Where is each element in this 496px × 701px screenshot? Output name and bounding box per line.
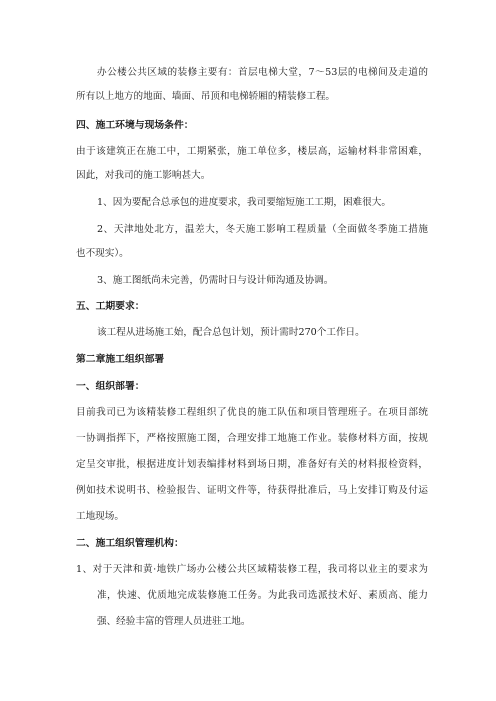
paragraph-scope-line-2: 所有以上地方的地面、墙面、吊顶和电梯轿厢的精装修工程。 <box>76 91 336 102</box>
condition-item-3: 3、施工图纸尚未完善，仍需时日与设计师沟通及协调。 <box>97 275 334 286</box>
paragraph-org-line-1: 目前我司已为该精装修工程组织了优良的施工队伍和项目管理班子。在项目部统 <box>76 407 428 418</box>
paragraph-scope-line-1: 办公楼公共区域的装修主要有：首层电梯大堂，7～53层的电梯间及走道的 <box>97 67 428 78</box>
section-heading-5: 五、工期要求： <box>76 301 145 312</box>
paragraph-org-line-5: 工地现场。 <box>76 511 124 522</box>
paragraph-mgmt-line-3: 强、经验丰富的管理人员进驻工地。 <box>97 616 251 627</box>
condition-item-1: 1、因为要配合总承包的进度要求，我司要缩短施工工期，困难很大。 <box>97 197 391 208</box>
paragraph-mgmt-line-2: 准，快速、优质地完成装修施工任务。为此我司选派技术好、素质高、能力 <box>97 590 428 601</box>
paragraph-mgmt-line-1: 1、对于天津和黄·地铁广场办公楼公共区域精装修工程，我司将以业主的要求为 <box>76 564 428 575</box>
paragraph-org-line-2: 一协调指挥下，严格按照施工图，合理安排工地施工作业。装修材料方面，按规 <box>76 433 428 444</box>
section-heading-4: 四、施工环境与现场条件： <box>76 120 194 131</box>
condition-item-2-line-1: 2、天津地处北方，温差大，冬天施工影响工程质量（全面做冬季施工措施 <box>97 224 428 235</box>
paragraph-schedule: 该工程从进场施工始，配合总包计划，预计需时270个工作日。 <box>97 327 365 338</box>
section-heading-org: 一、组织部署： <box>76 381 145 392</box>
chapter-title: 第二章施工组织部署 <box>76 354 165 365</box>
section-heading-mgmt: 二、施工组织管理机构： <box>76 538 184 549</box>
paragraph-org-line-4: 例如技术说明书、检验报告、证明文件等，待获得批准后，马上安排订购及付运 <box>76 485 428 496</box>
paragraph-org-line-3: 定呈交审批，根据进度计划表编排材料到场日期，准备好有关的材料报检资料， <box>76 459 428 470</box>
paragraph-conditions-line-2: 因此，对我司的施工影响甚大。 <box>76 170 211 181</box>
condition-item-2-line-2: 也不现实）。 <box>76 248 129 259</box>
paragraph-conditions-line-1: 由于该建筑正在施工中，工期紧张，施工单位多，楼层高，运输材料非常困难， <box>76 146 428 157</box>
